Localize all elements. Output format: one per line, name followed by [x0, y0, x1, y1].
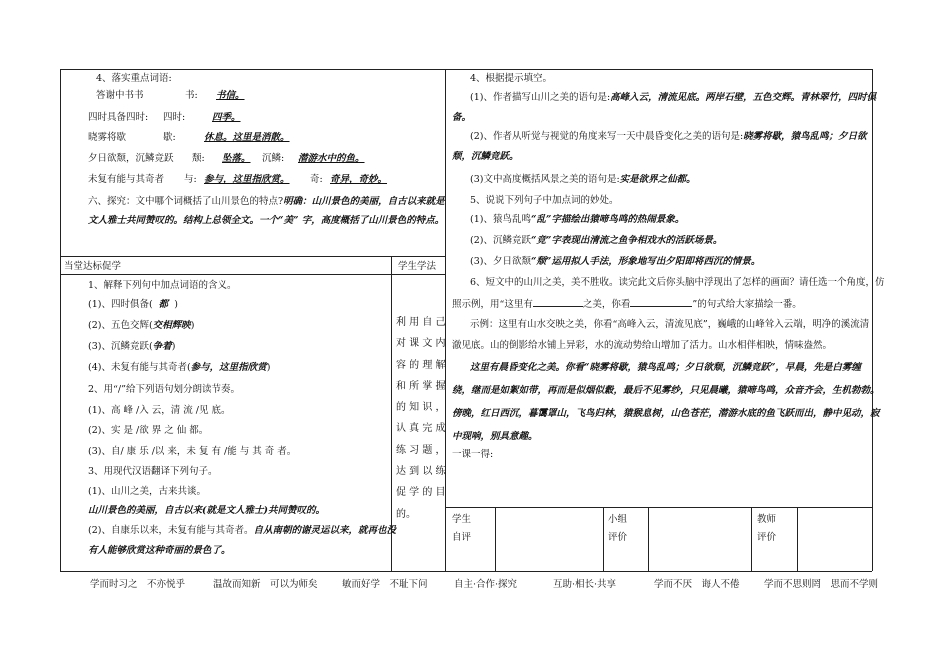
table-bottom-border	[60, 571, 872, 572]
fill-in-item-2-cont: 颓，沉鳞竞跃。	[452, 151, 519, 162]
method-column-divider	[391, 256, 392, 571]
key-word-row-3-gloss: 歇:	[163, 132, 176, 143]
key-word-row-5-answer: 参与，这里指欣赏。	[204, 174, 290, 185]
fill-in-title: 4、根据提示填空。	[470, 73, 553, 84]
key-word-row-4-gloss-2: 沉鳞:	[262, 153, 285, 164]
key-word-row-1-answer: 书信。	[216, 90, 245, 101]
key-word-row-3-answer: 休息。这里是消散。	[204, 132, 290, 143]
exercise-2-item-2: (2)、实 是 /欲 界 之 仙 都。	[88, 425, 209, 436]
fill-in-item-3: (3)文中高度概括风景之美的语句是:实是欲界之仙都。	[470, 174, 696, 185]
exercise-3-item-1: (1)、山川之美，古来共谈。	[88, 486, 206, 497]
explore-answer: 文人雅士共同赞叹的。结构上总领全文。一个“美” 字，高度概括了山川景色的特点。	[88, 215, 445, 226]
method-line: 利 用 自 己	[396, 317, 446, 328]
imagine-question-cont: 照示例，用“这里有 之美，你看 ”的句式给大家描绘一番。	[452, 299, 802, 310]
fill-in-item-2: (2)、作者从听觉与视觉的角度来写一天中晨昏变化之美的语句是:晓雾将歇，猿鸟乱鸣；夕日欲	[470, 131, 867, 142]
answer-line-4: 中现响，别具意趣。	[452, 431, 538, 442]
exercise-3-title: 3、用现代汉语翻译下列句子。	[88, 466, 218, 477]
key-word-row-4-answer-2: 潜游水中的鱼。	[298, 153, 365, 164]
eval-group-cell[interactable]	[649, 508, 750, 570]
exercise-3-answer-1: 山川景色的美丽，自古以来(就是文人雅士)共同赞叹的。	[88, 505, 325, 516]
one-lesson-gain: 一课一得:	[452, 449, 494, 460]
study-method-text	[396, 312, 446, 525]
answer-line-3: 傍晚，红日西沉，暮霭罩山，飞鸟归林，猿猴息树，山色苍茫，潜游水底的鱼飞跃而出，静中见动，寂	[452, 408, 880, 419]
section-header-method: 学生学法	[398, 261, 437, 272]
footer-motto: 学而不厌 诲人不倦	[654, 579, 740, 590]
example-line-1: 示例：这里有山水交映之美，你看“高峰入云，清流见底”，巍峨的山峰耸入云端，明净的溪流清	[470, 319, 870, 330]
footer-motto: 敏而好学 不耻下问	[342, 579, 428, 590]
answer-line-1: 这里有晨昏变化之美。你看“晓雾将歇，猿鸟乱鸣；夕日欲颓，沉鳞竞跃”，早晨，先是白雾缠	[470, 362, 861, 373]
footer-motto: 互助·相长·共享	[553, 579, 617, 590]
eval-student-label-2: 自评	[452, 532, 472, 543]
word-appreciation-title: 5、说说下列句子中加点词的妙处。	[470, 195, 619, 206]
footer-motto: 自主·合作·探究	[454, 579, 518, 590]
footer-motto: 学而不思则罔 思而不学则	[764, 579, 879, 590]
word-appreciation-1: (1)、猿鸟乱鸣“乱”字描绘出猿啼鸟鸣的热闹景象。	[470, 214, 685, 225]
eval-student-cell[interactable]	[496, 508, 602, 570]
footer-motto: 学而时习之 不亦悦乎	[90, 579, 186, 590]
table-left-border	[60, 69, 61, 571]
left-section-divider	[60, 256, 445, 257]
word-appreciation-3: (3)、夕日欲颓“颓”运用拟人手法，形象地写出夕阳即将西沉的情景。	[470, 256, 761, 267]
exercise-3-item-2: (2)、自康乐以来，未复有能与其奇者。自从南朝的谢灵运以来，就再也没	[88, 525, 396, 536]
eval-student-label: 学生	[452, 514, 472, 525]
exercise-2-item-3: (3)、自/ 康 乐 /以 来，未 复 有 /能 与 其 奇 者。	[88, 446, 297, 457]
fill-in-item-1-cont: 备。	[452, 112, 472, 123]
key-word-row-2-gloss: 四时:	[163, 112, 186, 123]
imagine-question: 6、短文中的山川之美，美不胜收。读完此文后你头脑中浮现出了怎样的画面？请任选一个角度，仿	[470, 277, 885, 288]
exercise-2-title: 2、用“/”给下列语句划分朗读节奏。	[88, 384, 240, 395]
key-word-row-2-answer: 四季。	[212, 112, 241, 123]
key-word-row-5-answer-2: 奇异，奇妙。	[330, 174, 388, 185]
method-line: 促 学 的 目	[396, 487, 446, 499]
exercise-2-item-1: (1)、高 峰 /入 云，清 流 /见 底。	[88, 405, 231, 416]
key-word-row-5: 未复有能与其奇者	[88, 174, 165, 185]
exercise-1-item-2: (2)、五色交辉(交相辉映)	[88, 320, 195, 331]
eval-teacher-label-2: 评价	[757, 532, 777, 543]
key-word-row-5-gloss-2: 奇:	[310, 174, 323, 185]
footer-motto: 温故而知新 可以为师矣	[213, 579, 318, 590]
key-word-row-5-gloss: 与:	[184, 174, 197, 185]
word-appreciation-2: (2)、沉鳞竞跃“竞”字表现出清流之鱼争相戏水的活跃场景。	[470, 235, 723, 246]
exercise-1-title: 1、解释下列句中加点词语的含义。	[88, 280, 237, 291]
key-word-row-4: 夕日欲颓，沉鳞竞跃	[88, 153, 174, 164]
method-line: 和 所 掌 握	[396, 380, 446, 392]
table-right-border	[872, 69, 873, 571]
exercise-1-item-3: (3)、沉鳞竞跃(争着)	[88, 341, 176, 352]
answer-blank[interactable]	[533, 297, 583, 307]
explore-question: 六、探究：文中哪个词概括了山川景色的特点?明确：山川景色的美丽，自古以来就是	[88, 196, 445, 207]
exercise-1-item-1: (1)、四时俱备( 都 )	[88, 299, 178, 310]
key-word-row-1: 答谢中书书	[96, 90, 144, 101]
exercise-3-answer-2: 有人能够欣赏这种奇丽的景色了。	[88, 545, 231, 556]
eval-divider-2	[603, 507, 604, 571]
eval-group-label: 小组	[608, 514, 628, 525]
answer-line-2: 绕，继而是如絮如带，再而是似烟似縠，最后不见雾纱，只见晨曦，猿啼鸟鸣，众音齐会，生机勃勃。	[452, 385, 880, 396]
key-word-row-1-gloss: 书:	[185, 90, 198, 101]
section-header-practice: 当堂达标促学	[64, 261, 122, 272]
eval-divider-4	[751, 507, 752, 571]
fill-in-item-1: (1)、作者描写山川之美的语句是:高峰入云，清流见底。两岸石壁，五色交辉。青林翠竹，四时俱	[470, 92, 877, 103]
method-line: 练 习 题 ，	[396, 444, 446, 456]
key-word-row-4-answer: 坠落。	[222, 153, 251, 164]
exercise-1-item-4: (4)、未复有能与其奇者(参与，这里指欣赏)	[88, 362, 271, 373]
key-word-row-2: 四时具备四时:	[88, 112, 149, 123]
example-line-2: 澈见底。山的倒影给水铺上异彩，水的流动势给山增加了活力。山水相伴相映，情味盎然。	[452, 340, 833, 351]
left-header-divider	[60, 274, 445, 275]
key-word-row-4-gloss: 颓:	[192, 153, 205, 164]
eval-teacher-cell[interactable]	[798, 508, 871, 570]
method-line: 的。	[396, 508, 416, 520]
eval-group-label-2: 评价	[608, 532, 628, 543]
method-line: 达 到 以 练	[396, 466, 446, 478]
method-line: 的 知 识 ，	[396, 402, 446, 414]
method-line: 认 真 完 成	[396, 423, 446, 435]
method-line: 容 的 理 解	[396, 359, 446, 371]
answer-blank[interactable]	[630, 297, 692, 307]
method-line: 对 课 文 内	[396, 338, 446, 350]
table-top-border	[60, 69, 872, 70]
heading-key-words: 4、落实重点词语:	[96, 73, 172, 84]
key-word-row-3: 晓雾将歇	[88, 132, 127, 143]
eval-teacher-label: 教师	[757, 514, 777, 525]
